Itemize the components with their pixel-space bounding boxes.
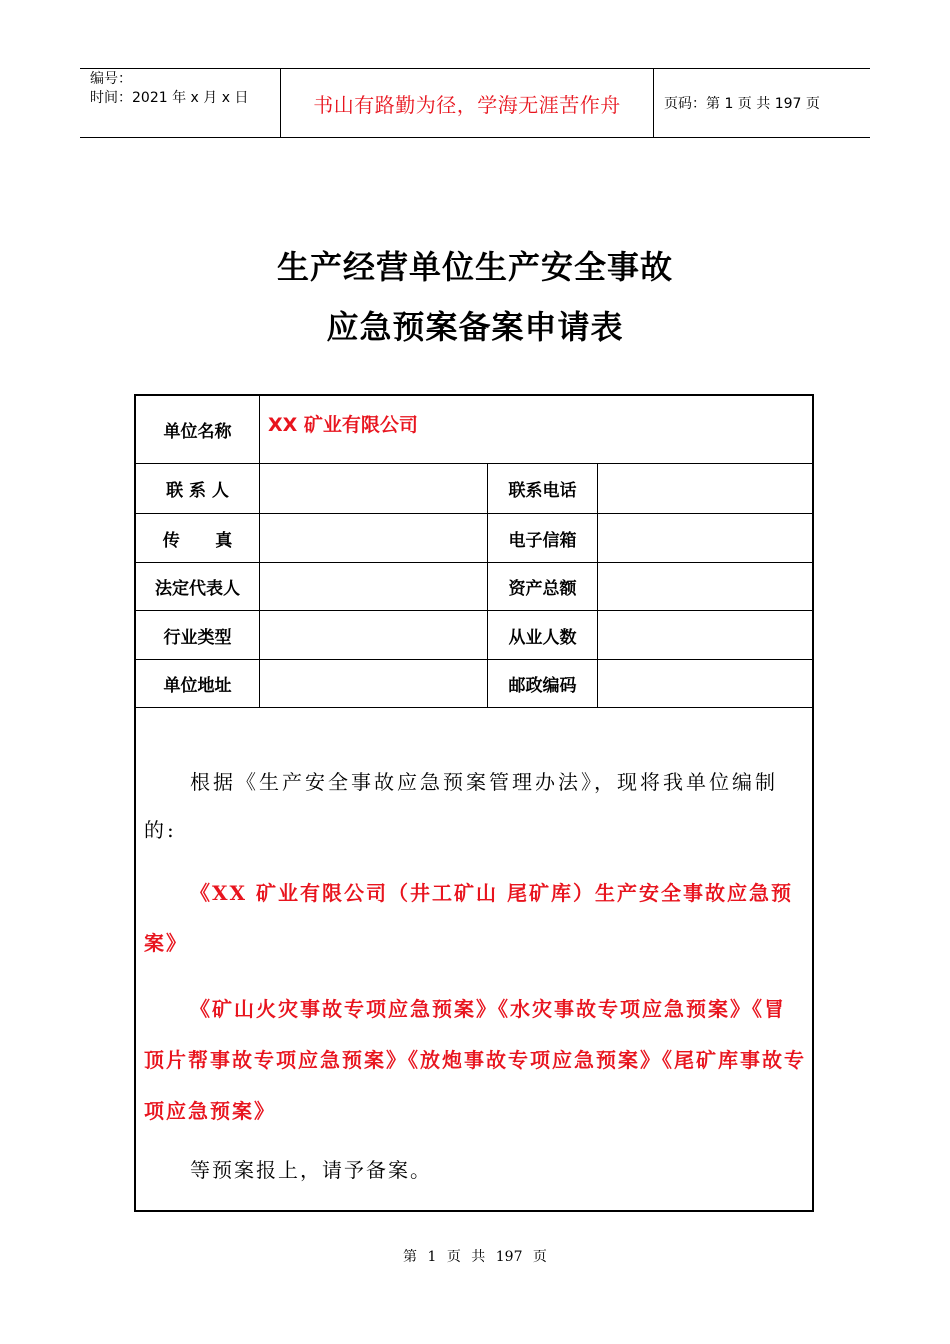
contact-phone-label: 联系电话 xyxy=(488,464,598,513)
intro-paragraph: 根据《生产安全事故应急预案管理办法》，现将我单位编制的: xyxy=(144,770,778,842)
form-row xyxy=(136,611,812,660)
header-meta xyxy=(80,69,281,138)
employee-count-label: 从业人数 xyxy=(488,611,598,659)
total-assets-label: 资产总额 xyxy=(488,563,598,610)
document-date: 时间：2021 年 x 月 x 日 xyxy=(90,90,249,106)
main-plan-title: 《XX 矿业有限公司（井工矿山 尾矿库）生产安全事故应急预案》 xyxy=(144,881,793,955)
contact-person-label: 联 系 人 xyxy=(136,464,260,513)
header-motto: 书山有路勤为径，学海无涯苦作舟 xyxy=(281,69,654,137)
fax-field[interactable] xyxy=(260,514,488,562)
page-title-line2: 应急预案备案申请表 xyxy=(326,308,624,346)
document-number: 编号： xyxy=(90,71,132,87)
employee-count-field[interactable] xyxy=(598,611,812,659)
address-label: 单位地址 xyxy=(136,660,260,707)
email-field[interactable] xyxy=(598,514,812,562)
postal-code-label: 邮政编码 xyxy=(488,660,598,707)
contact-phone-field[interactable] xyxy=(598,464,812,513)
fax-label: 传 真 xyxy=(136,514,260,562)
page-header xyxy=(80,68,870,138)
form-row xyxy=(136,464,812,514)
postal-code-field[interactable] xyxy=(598,660,812,707)
contact-person-field[interactable] xyxy=(260,464,488,513)
legal-rep-label: 法定代表人 xyxy=(136,563,260,610)
form-row xyxy=(136,660,812,708)
email-label: 电子信箱 xyxy=(488,514,598,562)
page-footer: 第 1 页 共 197 页 xyxy=(403,1249,547,1265)
legal-rep-field[interactable] xyxy=(260,563,488,610)
unit-name-field[interactable]: XX 矿业有限公司 xyxy=(268,414,418,436)
closing-paragraph: 等预案报上，请予备案。 xyxy=(190,1158,432,1182)
address-field[interactable] xyxy=(260,660,488,707)
page-title-line1: 生产经营单位生产安全事故 xyxy=(276,248,673,286)
application-form xyxy=(134,394,814,1212)
total-assets-field[interactable] xyxy=(598,563,812,610)
header-page-info: 页码：第 1 页 共 197 页 xyxy=(664,96,820,112)
form-row xyxy=(136,514,812,563)
industry-type-label: 行业类型 xyxy=(136,611,260,659)
form-row-unit-name xyxy=(136,396,812,464)
special-plans-list: 《矿山火灾事故专项应急预案》《水灾事故专项应急预案》《冒顶片帮事故专项应急预案》《放炮事故专项应急预案》《尾矿库事故专项应急预案》 xyxy=(144,997,806,1123)
unit-name-label: 单位名称 xyxy=(136,396,260,463)
form-row xyxy=(136,563,812,611)
industry-type-field[interactable] xyxy=(260,611,488,659)
